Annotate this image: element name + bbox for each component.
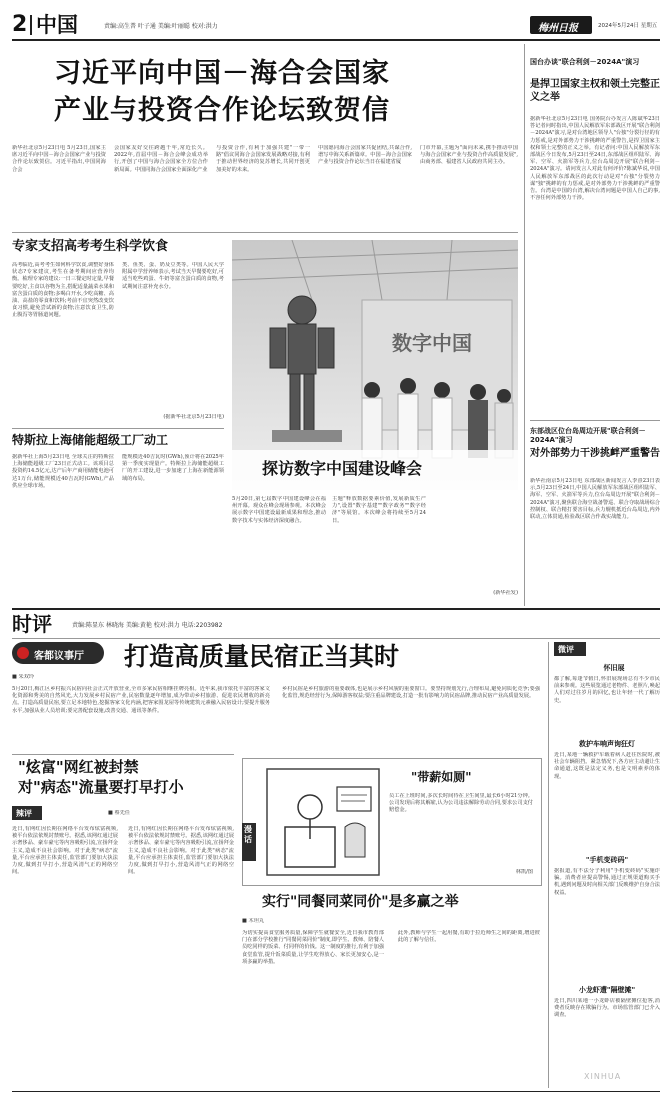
opinion-editors: 责编:陈显东 林晓海 美编:黄艳 校对:洪力 电话:2203982 (72, 622, 223, 629)
weiping-body-2: 近日,某地一辆救护车载着病人赶往医院时,被社会车辆阻挡。紧急情况下,各方应主动避让生命通道,这既是法定义务,也是文明素养的体现。 (554, 752, 660, 780)
paper-name: 梅州日报 (538, 23, 578, 34)
influencer-article (12, 758, 234, 1088)
dish-body-2: 此外,教师与学生一起用餐,有助于拉近师生之间的距离,增进彼此的了解与信任。 (398, 930, 540, 944)
photo-caption-body-2: 主题"释放数据要素价值,发展新质生产力",设置"数字基建""数字政务""数字经济"等展馆。本次峰会将持续至5月24日。 (332, 496, 426, 524)
weiping-title-3: "手机变砖码" (585, 856, 629, 864)
weiping-body-4: 近日,四川某地一小龙虾店被隔壁摊位抢客,消费者反映存在欺骗行为。市场监管部门已介入调查。 (554, 998, 660, 1019)
sidebar-body: 据新华社北京5月23日电 国务院台办发言人陈斌华23日答记者问时指出,中国人民解放军东部战区开展"联合利剑－2024A"演习,是对台湾地区领导人"台独"分裂行径的有力惩戒,是对外部势力干涉挑衅的严重警告,是捍卫国家主权和领土完整的正义之举。有记者问:中国人民解放军东部战区今日发布,5月23日至24日,东部战区组织陆军、海军、空军、火箭军等兵力,位台岛周边开展"联合利剑－2024A"演习。请问发言人对此有何评价?陈斌华说,中国人民解放军东部战区的此次行动是对"台独"分裂势力谋"独"挑衅的有力惩戒,是对外部势力干涉挑衅的严重警告。台湾是中国的台湾,解决台湾问题是中国人自己的事,不容任何外部势力干涉。 (530, 116, 660, 202)
minsu-headline: 打造高质量民宿正当其时 (124, 642, 400, 671)
influencer-headline-2: 对"病态"流量要打早打小 (18, 778, 184, 796)
dish-headline: 实行"同餐同菜同价"是多赢之举 (262, 894, 459, 910)
booth-sign: 数字中国 (392, 331, 472, 355)
lead-headline-2: 产业与投资合作论坛致贺信 (54, 95, 390, 126)
masthead (12, 12, 660, 38)
tesla-body-b: 能规模近40吉瓦时(GWh),预计将在2025年第一季度实现量产。特斯拉上海储能超级工厂的开工建设,进一步加速了上海在新能源领域的布局。 (122, 454, 224, 482)
minsu-article (12, 642, 540, 752)
sidebar-kicker: 国台办谈"联合利剑－2024A"演习 (530, 58, 640, 66)
cartoon-tag (242, 823, 256, 861)
paper-logo (530, 16, 592, 34)
weiping-label: 微评 (558, 645, 574, 654)
editors-line: 责编:高生普 叶子通 美编:叶丽聪 校对:洪力 (104, 23, 218, 30)
cartoon-artist: 林凯/图 (515, 869, 533, 875)
sidebar-kicker-2: 东部战区位台岛周边开展"联合利剑－2024A"演习 (530, 427, 646, 444)
influencer-body: 近日,有网红因长期在网络平台发布炫富视频,被平台依法依规封禁账号。据悉,该网红通过展示奢侈品、豪车豪宅等内容吸粉引流,宣扬拜金主义,造成不良社会影响。对于此类"病态"流量,平台应承担主体责任,监管部门要加大执法力度,做到打早打小,营造风清气正的网络空间。 (12, 826, 118, 876)
lead-col-4: 中国愿同海合会国家共促团结,共谋合作,谱写中海关系新篇章。中国－海合会国家产业与投资合作论坛当日在福建省厦 (318, 145, 412, 166)
minsu-body-2: 乡村民宿是乡村旅游的重要载体,也是展示乡村风貌的重要窗口。要坚持规划先行,合理布局,避免同质化竞争;要强化监管,规范经营行为,保障游客权益;要注重品牌建设,打造一批有影响力的民宿品牌,推动民宿产业高质量发展。 (282, 686, 540, 700)
photo-caption-body: 5月20日,第七届数字中国建设峰会在福州开幕。观众在峰会现场参观。本次峰会展示数字中国建设最新成果和理念,推动数字技术与实体经济深度融合。 (232, 496, 326, 524)
sidebar (530, 44, 660, 606)
opinion-masthead (12, 612, 660, 636)
speech-icon (17, 647, 29, 659)
hot-take-label: 辣评 (16, 809, 32, 818)
lead-col-2: 会国家友好交往跨越千年,常近长久。2022年,首届中国－海合会峰会成功举行,开创了中国与海合会国家全方位合作新局面。中国同海合会国家全面深化产业 (114, 145, 208, 173)
weiping-badge (554, 642, 586, 656)
tesla-headline: 特斯拉上海储能超级工厂动工 (12, 433, 169, 447)
lead-headline-1: 习近平向中国－海合会国家 (54, 58, 390, 89)
sidebar-body-2: 新华社南京5月23日电 东部战区新闻发言人李熹23日表示,5月23日至24日,中国人民解放军东部战区组织陆军、海军、空军、火箭军等兵力,位台岛周边开展"联合利剑－2024A"演习,聚焦联合海空战备警巡、联合夺取战场综合控制权、联合精打要害目标,兵力舰机抵近台岛周边,内外联动,立体贯通,检验战区联合作战实战能力。 (530, 478, 660, 521)
tesla-body: 据新华社上海5月23日电 全球关注的特斯拉上海储能超级工厂23日正式动工。该项目总投资约14.5亿元,达产后年产商用储能电池可达1万台,储能规模近40吉瓦时(GWh),产品供应全球市场。 (12, 454, 114, 489)
dish-body: 为切实提高食堂服务质量,保障学生就餐安全,近日我市教育部门在部分学校推行"同餐同菜同价"制度,即学生、教师、陪餐人员吃同样的饭菜、付同样的价钱。这一制度的推行,有利于加强食堂监管,提升饭菜质量,让学生吃得放心、家长更加安心,是一项多赢的举措。 (242, 930, 384, 965)
cartoon-caption: 员工在上班时间,多次长时间待在卫生间里,最长6小时21分钟。公司发现后将其解雇,认为公司违法解除劳动合同,要求公司支付赔偿金。 (389, 793, 533, 814)
weiping-title-1: 怀旧展 (603, 664, 625, 672)
section-title: 中国 (36, 13, 78, 37)
exam-article (12, 238, 224, 428)
exam-body-b: 类、鱼类、蛋、奶及豆类等。中国人民大学附属中学营养师表示,考试当天早餐要吃好,可适当吃些鸡蛋、牛奶等富含蛋白质的食物,考试期间注意补充水分。 (122, 262, 224, 290)
cartoon-tag-label: 漫话 (244, 825, 252, 844)
exam-credit: (据新华社北京5月23日电) (163, 414, 224, 420)
photo-caption: 探访数字中国建设峰会 (262, 459, 423, 478)
watermark: XINHUA (584, 1072, 622, 1081)
summit-photo (232, 240, 518, 490)
issue-date: 2024年5月24日 星期五 (598, 23, 658, 29)
weiping-title-4: 小龙虾遭"隔壁摊" (578, 986, 636, 994)
cartoon-drawing (265, 767, 381, 877)
dish-author: ■ 木坦丸 (242, 918, 265, 924)
lead-article (12, 44, 518, 234)
minsu-body: 5月20日,梅江区乡村振兴民宿向社会正式开放营业,全市多家民宿相继挂牌亮相。近年来,我市依托丰富的客家文化资源和秀美的自然风光,大力发展乡村民宿产业,民宿数量逐年增加,成为带动乡村旅游、促进农民增收的新亮点。打造高质量民宿,要立足本地特色,挖掘客家文化内涵,把客家围龙屋等传统建筑元素融入民宿设计;要提升服务水平,加强从业人员培训;要完善配套设施,改善交通、通讯等条件。 (12, 686, 270, 714)
sidebar-headline: 是捍卫国家主权和领土完整正义之举 (530, 79, 660, 103)
hot-take-badge (12, 806, 42, 820)
dish-article (242, 892, 540, 1090)
weiping-body-1: 都了解,每逢节假日,怀旧展现场总有不少市民前来参观。这些展览通过老物件、老照片,唤起人们对过往岁月的回忆,也让年轻一代了解历史。 (554, 676, 660, 704)
photo-credit: (新华社发) (493, 590, 518, 596)
cartoon-title: "带薪如厕" (411, 770, 472, 784)
lead-col-5: 门市开幕,主题为"面向未来,携手推动中国与海合会国家产业与投资合作高质量发展",由商务部、福建省人民政府共同主办。 (420, 145, 518, 166)
lead-col-3: 与投资合作,有利于加强共建"一带一路"倡议同海合会国家发展战略对接,有利于推动世界经济的复苏增长,共同开创更加美好的未来。 (216, 145, 310, 173)
page-number: 2 (12, 12, 28, 37)
exam-body: 高考临近,高考考生如何科学饮食,调整好身体状态?专家建议,考生在备考期间应营养均衡。梳理专家的建议:一日三餐定时定量,早餐要吃好,主食以谷物为主,搭配适量蔬菜水果和富含蛋白质的食物;多喝白开水,少吃高糖、高油、高盐的零食和饮料;考前不宜突然改变饮食习惯,避免尝试新的食物;注意饮食卫生,防止腹泻等胃肠道问题。 (12, 262, 114, 319)
minsu-author: ■ 朱双玲 (12, 674, 35, 680)
weiping-body-3: 据报道,有不法分子利用"手机变砖码"实施诈骗。消费者应提高警惕,通过正规渠道购买手机,遇到问题及时向相关部门反映维护自身合法权益。 (554, 868, 660, 896)
tesla-article (12, 432, 224, 604)
cartoon-box (242, 758, 542, 886)
column-badge (12, 642, 104, 664)
influencer-author: ■ 蔡先任 (108, 810, 131, 816)
column-badge-label: 客都议事厅 (34, 651, 84, 662)
weiping-column (554, 642, 660, 1088)
influencer-headline-1: "炫富"网红被封禁 (18, 758, 139, 776)
weiping-title-2: 救护车响声询狂灯 (579, 740, 635, 748)
exam-headline: 专家支招高考考生科学饮食 (12, 239, 169, 254)
opinion-section-title: 时评 (12, 612, 52, 636)
sidebar-headline-2: 对外部势力干涉挑衅严重警告 (530, 448, 660, 459)
lead-col-1: 新华社北京5月23日电 5月23日,国家主席习近平向中国－海合会国家产业与投资合作论坛致贺信。习近平指出,中国同海合会 (12, 145, 106, 173)
influencer-body-2: 近日,有网红因长期在网络平台发布炫富视频,被平台依法依规封禁账号。据悉,该网红通过展示奢侈品、豪车豪宅等内容吸粉引流,宣扬拜金主义,造成不良社会影响。对于此类"病态"流量,平台应承担主体责任,监管部门要加大执法力度,做到打早打小,营造风清气正的网络空间。 (128, 826, 234, 876)
